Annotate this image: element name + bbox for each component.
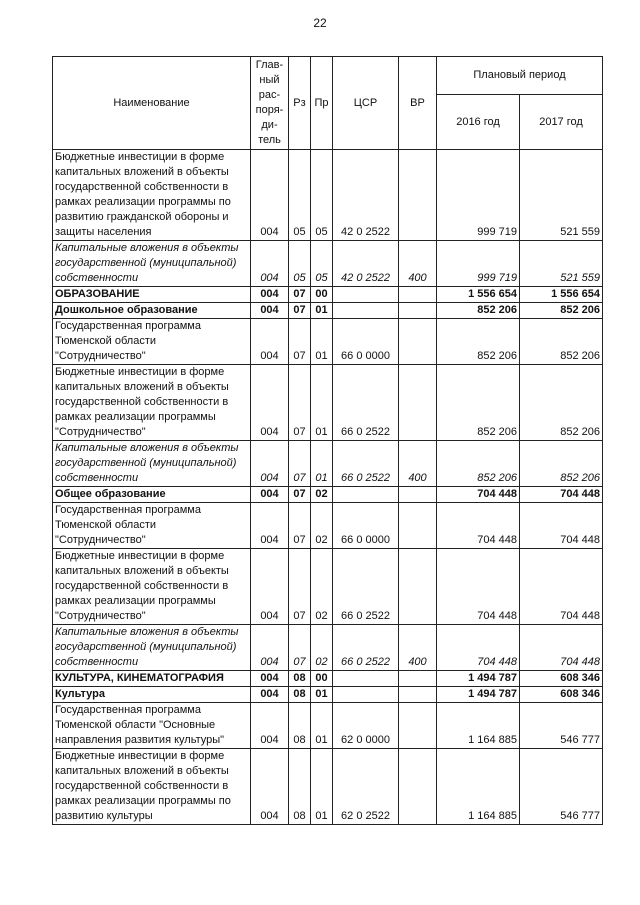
cell-2017: 521 559 [520,150,603,241]
cell-name: Общее образование [53,487,251,503]
cell-pr: 00 [311,671,333,687]
cell-name: Государственная программа Тюменской области "Основные направления развития культуры" [53,703,251,749]
cell-glav: 004 [251,319,289,365]
cell-csr: 66 0 2522 [333,441,399,487]
cell-rz: 07 [289,303,311,319]
cell-name: Бюджетные инвестиции в форме капитальных вложений в объекты государственной собственности в рамках реализации программы "Сотрудничество" [53,549,251,625]
cell-pr: 05 [311,241,333,287]
cell-glav: 004 [251,503,289,549]
cell-vr [399,319,437,365]
table-row [53,549,603,625]
cell-pr: 01 [311,441,333,487]
header-year-2016: 2016 год [437,95,520,150]
cell-vr [399,749,437,825]
cell-pr: 01 [311,703,333,749]
header-csr: ЦСР [333,57,399,150]
cell-pr: 01 [311,319,333,365]
cell-csr: 42 0 2522 [333,150,399,241]
cell-2016: 704 448 [437,487,520,503]
cell-vr [399,487,437,503]
cell-name: Культура [53,687,251,703]
header-glav: Глав-ный рас-поря-ди-тель [251,57,289,150]
table-row [53,303,603,319]
cell-rz: 07 [289,287,311,303]
table-row [53,503,603,549]
cell-vr [399,703,437,749]
cell-vr: 400 [399,241,437,287]
table-row [53,241,603,287]
cell-2016: 852 206 [437,303,520,319]
cell-2016: 1 494 787 [437,687,520,703]
cell-csr: 42 0 2522 [333,241,399,287]
cell-2017: 852 206 [520,365,603,441]
cell-rz: 07 [289,365,311,441]
cell-2017: 1 556 654 [520,287,603,303]
cell-csr: 66 0 2522 [333,625,399,671]
cell-2017: 546 777 [520,703,603,749]
cell-rz: 08 [289,749,311,825]
cell-2017: 608 346 [520,687,603,703]
cell-rz: 07 [289,549,311,625]
cell-name: Капитальные вложения в объекты государственной (муниципальной) собственности [53,241,251,287]
cell-2017: 704 448 [520,503,603,549]
cell-2016: 999 719 [437,150,520,241]
cell-2017: 852 206 [520,303,603,319]
cell-vr [399,503,437,549]
cell-2017: 608 346 [520,671,603,687]
cell-2016: 704 448 [437,625,520,671]
cell-vr: 400 [399,441,437,487]
cell-2017: 852 206 [520,319,603,365]
cell-2016: 1 164 885 [437,749,520,825]
page-number: 22 [313,16,327,30]
cell-vr [399,671,437,687]
cell-rz: 08 [289,671,311,687]
cell-rz: 08 [289,687,311,703]
header-pr: Пр [311,57,333,150]
table-row [53,319,603,365]
cell-2016: 1 556 654 [437,287,520,303]
cell-csr [333,487,399,503]
cell-pr: 02 [311,625,333,671]
cell-name: Государственная программа Тюменской области "Сотрудничество" [53,319,251,365]
table-row [53,150,603,241]
table-row [53,671,603,687]
cell-glav: 004 [251,703,289,749]
cell-2017: 704 448 [520,549,603,625]
cell-2017: 521 559 [520,241,603,287]
cell-rz: 05 [289,150,311,241]
cell-glav: 004 [251,287,289,303]
cell-rz: 07 [289,319,311,365]
table-row [53,703,603,749]
cell-2016: 1 494 787 [437,671,520,687]
cell-glav: 004 [251,441,289,487]
cell-name: Бюджетные инвестиции в форме капитальных вложений в объекты государственной собственности в рамках реализации программы по развитию гражданской обороны и защиты населения [53,150,251,241]
table-row [53,441,603,487]
cell-name: КУЛЬТУРА, КИНЕМАТОГРАФИЯ [53,671,251,687]
cell-2017: 704 448 [520,625,603,671]
table-row [53,749,603,825]
cell-csr [333,671,399,687]
cell-csr: 66 0 0000 [333,503,399,549]
cell-csr: 66 0 2522 [333,365,399,441]
table-row [53,287,603,303]
cell-csr [333,687,399,703]
cell-name: Государственная программа Тюменской области "Сотрудничество" [53,503,251,549]
cell-2016: 704 448 [437,549,520,625]
cell-vr [399,687,437,703]
cell-2016: 704 448 [437,503,520,549]
cell-rz: 07 [289,441,311,487]
cell-glav: 004 [251,487,289,503]
header-rz: Рз [289,57,311,150]
cell-pr: 01 [311,365,333,441]
table-row [53,365,603,441]
cell-2016: 852 206 [437,365,520,441]
cell-name: Дошкольное образование [53,303,251,319]
cell-2017: 852 206 [520,441,603,487]
cell-glav: 004 [251,549,289,625]
cell-csr [333,303,399,319]
cell-2016: 852 206 [437,441,520,487]
table-body [53,150,603,825]
header-plan-period: Плановый период [437,57,603,95]
table-row [53,687,603,703]
cell-csr: 62 0 2522 [333,749,399,825]
cell-pr: 01 [311,749,333,825]
cell-glav: 004 [251,303,289,319]
table-row [53,625,603,671]
table-header [53,57,603,150]
cell-2016: 999 719 [437,241,520,287]
cell-glav: 004 [251,625,289,671]
cell-csr: 66 0 0000 [333,319,399,365]
cell-rz: 05 [289,241,311,287]
cell-rz: 08 [289,703,311,749]
cell-csr [333,287,399,303]
cell-2016: 1 164 885 [437,703,520,749]
cell-name: ОБРАЗОВАНИЕ [53,287,251,303]
cell-vr [399,303,437,319]
cell-rz: 07 [289,503,311,549]
cell-name: Капитальные вложения в объекты государственной (муниципальной) собственности [53,625,251,671]
cell-pr: 05 [311,150,333,241]
cell-pr: 02 [311,549,333,625]
cell-rz: 07 [289,487,311,503]
cell-vr [399,549,437,625]
cell-pr: 02 [311,503,333,549]
cell-vr [399,287,437,303]
cell-glav: 004 [251,749,289,825]
cell-glav: 004 [251,241,289,287]
header-year-2017: 2017 год [520,95,603,150]
cell-2017: 546 777 [520,749,603,825]
cell-2016: 852 206 [437,319,520,365]
cell-csr: 62 0 0000 [333,703,399,749]
cell-vr: 400 [399,625,437,671]
table-row [53,487,603,503]
budget-table [52,56,603,825]
cell-pr: 01 [311,687,333,703]
cell-pr: 02 [311,487,333,503]
cell-glav: 004 [251,150,289,241]
cell-name: Капитальные вложения в объекты государственной (муниципальной) собственности [53,441,251,487]
cell-glav: 004 [251,671,289,687]
cell-pr: 00 [311,287,333,303]
cell-name: Бюджетные инвестиции в форме капитальных вложений в объекты государственной собственности в рамках реализации программы по развитию культуры [53,749,251,825]
cell-csr: 66 0 2522 [333,549,399,625]
cell-glav: 004 [251,687,289,703]
cell-name: Бюджетные инвестиции в форме капитальных вложений в объекты государственной собственности в рамках реализации программы "Сотрудничество" [53,365,251,441]
cell-vr [399,150,437,241]
cell-glav: 004 [251,365,289,441]
cell-vr [399,365,437,441]
header-name: Наименование [53,57,251,150]
cell-2017: 704 448 [520,487,603,503]
header-vr: ВР [399,57,437,150]
cell-rz: 07 [289,625,311,671]
cell-pr: 01 [311,303,333,319]
